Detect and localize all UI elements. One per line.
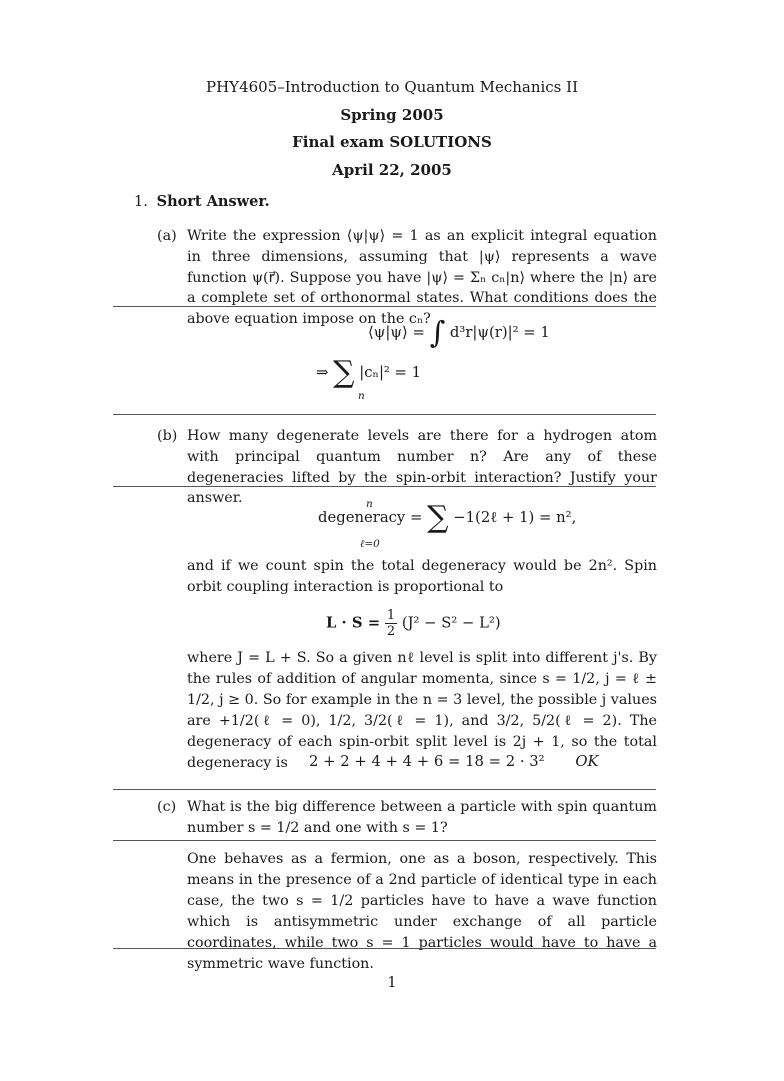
exam-name: Final exam SOLUTIONS (292, 133, 492, 151)
one-half-fraction (385, 608, 397, 639)
eq1-lhs: ⟨ψ|ψ⟩ = (368, 324, 425, 341)
ls-rhs: (J² − S² − L²) (401, 614, 501, 632)
page-number: 1 (387, 975, 397, 991)
equation-normalization (368, 315, 550, 351)
section-number: 1. (134, 194, 148, 210)
answer-b-para1: and if we count spin the total degeneracy would be 2n². Spin orbit coupling interaction is proportional to (187, 558, 657, 595)
section-title: Short Answer. (156, 193, 270, 210)
section-heading (134, 191, 270, 214)
divider (113, 306, 656, 307)
exam-date: April 22, 2005 (332, 160, 452, 179)
term: Spring 2005 (340, 105, 444, 124)
equation-degeneracy (318, 500, 577, 535)
deg-sum-top: n (366, 498, 373, 510)
sum-sign-icon: ∑ (333, 355, 355, 390)
question-a (157, 226, 657, 330)
equation-spin-orbit (326, 608, 501, 639)
ok-mark: OK (575, 753, 599, 770)
divider (113, 789, 656, 790)
eq2-sum-index: n (358, 390, 365, 402)
ls-lhs: L · S = (326, 614, 381, 632)
question-b (157, 426, 657, 509)
answer-b-para2: where J = L + S. So a given nℓ level is split into different j's. By the rules of addition of angular momenta, since s = 1/2, j = ℓ ± 1/2, j ≥ 0. So for example in the n = 3 level, the possible j values are +1/2(ℓ = 0), 1/2, 3/2(ℓ = 1), and 3/2, 5/2(ℓ = 2). The degeneracy of each spin-orbit split level is 2j + 1, so the total degeneracy is (187, 650, 657, 771)
equation-total-degeneracy (309, 751, 599, 773)
eq2-implies: ⇒ (316, 364, 329, 381)
deg-rhs: −1(2ℓ + 1) = n², (453, 509, 577, 526)
question-b-text: How many degenerate levels are there for a hydrogen atom with principal quantum number n? Are any of these degeneracies lifted by the spin-orbit interaction? Justify your answer. (187, 428, 657, 507)
eq1-rhs: d³r|ψ(r)|² = 1 (449, 324, 550, 341)
deg-lhs: degeneracy = (318, 509, 423, 526)
question-a-label: (a) (157, 228, 177, 244)
title-block (0, 74, 784, 184)
equation-coefficients (316, 355, 422, 390)
fraction-numerator: 1 (386, 608, 396, 623)
answer-c: One behaves as a fermion, one as a boson, respectively. This means in the presence of a 2nd particle of identical type in each case, the two s = 1/2 particles have to have a wave function which is antisymmetric under exchange of all particle coordinates, while two s = 1 particles would have to have a symmetric wave function. (187, 851, 657, 972)
question-c (157, 797, 657, 839)
course-title: PHY4605–Introduction to Quantum Mechanics II (206, 78, 578, 96)
deg-sum-bottom: ℓ=0 (360, 538, 380, 550)
question-c-text: What is the big difference between a particle with spin quantum number s = 1/2 and one with s = 1? (187, 799, 657, 836)
question-a-text: Write the expression ⟨ψ|ψ⟩ = 1 as an explicit integral equation in three dimensions, assuming that |ψ⟩ represents a wave function ψ(r⃗). Suppose you have |ψ⟩ = Σₙ cₙ|n⟩ where the |n⟩ are a complete set of orthonormal states. What conditions does the above equation impose on the cₙ? (187, 228, 657, 328)
eq2-body: |cₙ|² = 1 (359, 364, 422, 381)
total-degeneracy: 2 + 2 + 4 + 4 + 6 = 18 = 2 · 3² (309, 753, 545, 770)
divider (113, 840, 656, 841)
divider (113, 948, 656, 949)
sum-sign-icon: ∑ (427, 500, 449, 535)
divider (113, 486, 656, 487)
question-c-label: (c) (157, 799, 177, 815)
divider (113, 414, 656, 415)
fraction-denominator: 2 (386, 624, 396, 639)
question-b-label: (b) (157, 428, 178, 444)
integral-sign-icon: ∫ (429, 315, 446, 351)
